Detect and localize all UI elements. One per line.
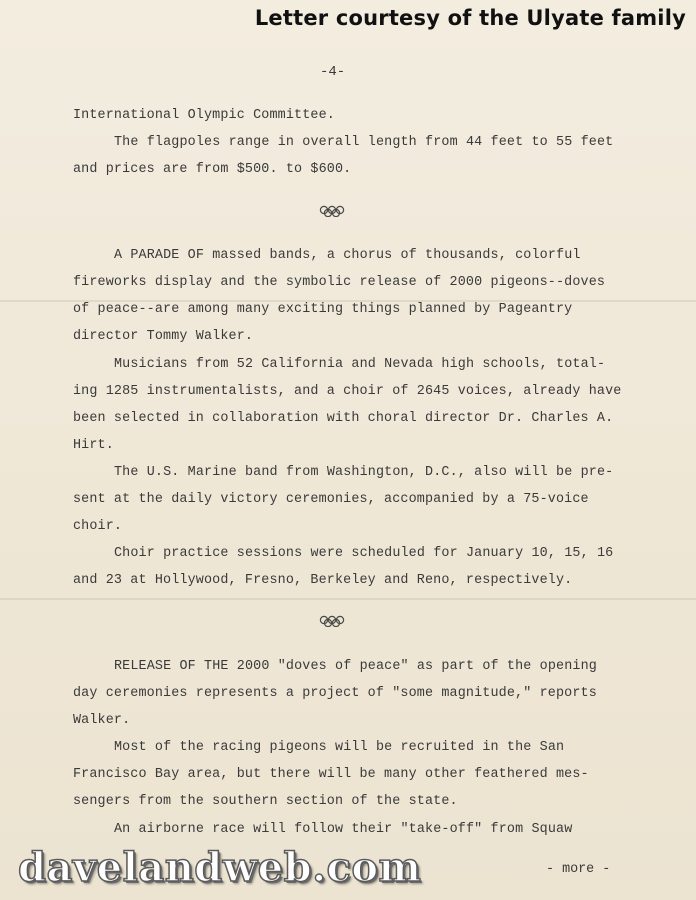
site-watermark: davelandweb.com [18,844,422,891]
text-line: International Olympic Committee. [73,108,335,123]
text-line: Hirt. [73,438,114,453]
text-line: ing 1285 instrumentalists, and a choir of 2645 voices, already have [73,384,622,399]
text-line: The U.S. Marine band from Washington, D.C., also will be pre- [114,465,614,480]
text-line: director Tommy Walker. [73,329,254,344]
text-line: choir. [73,519,123,534]
text-line: fireworks display and the symbolic release of 2000 pigeons--doves [73,275,606,290]
credit-caption: Letter courtesy of the Ulyate family [254,6,686,30]
continued-marker: - more - [546,862,611,877]
text-line: RELEASE OF THE 2000 "doves of peace" as part of the opening [114,659,597,674]
text-line: and prices are from $500. to $600. [73,162,352,177]
text-line: The flagpoles range in overall length from 44 feet to 55 feet [114,135,614,150]
text-line: day ceremonies represents a project of "some magnitude," reports [73,686,597,701]
olympic-rings-icon [319,205,345,217]
text-line: Francisco Bay area, but there will be many other feathered mes- [73,767,589,782]
text-line: of peace--are among many exciting things planned by Pageantry [73,302,573,317]
text-line: Walker. [73,713,131,728]
paper-fold [0,598,696,600]
text-line: Musicians from 52 California and Nevada high schools, total- [114,357,606,372]
text-line: been selected in collaboration with choral director Dr. Charles A. [73,411,614,426]
text-line: sengers from the southern section of the state. [73,794,458,809]
text-line: A PARADE OF massed bands, a chorus of thousands, colorful [114,248,581,263]
text-line: Choir practice sessions were scheduled for January 10, 15, 16 [114,546,614,561]
page-number: -4- [320,64,346,80]
text-line: sent at the daily victory ceremonies, accompanied by a 75-voice [73,492,589,507]
olympic-rings-icon [319,615,345,627]
text-line: Most of the racing pigeons will be recruited in the San [114,740,565,755]
text-line: An airborne race will follow their "take-off" from Squaw [114,822,573,837]
text-line: and 23 at Hollywood, Fresno, Berkeley and Reno, respectively. [73,573,573,588]
